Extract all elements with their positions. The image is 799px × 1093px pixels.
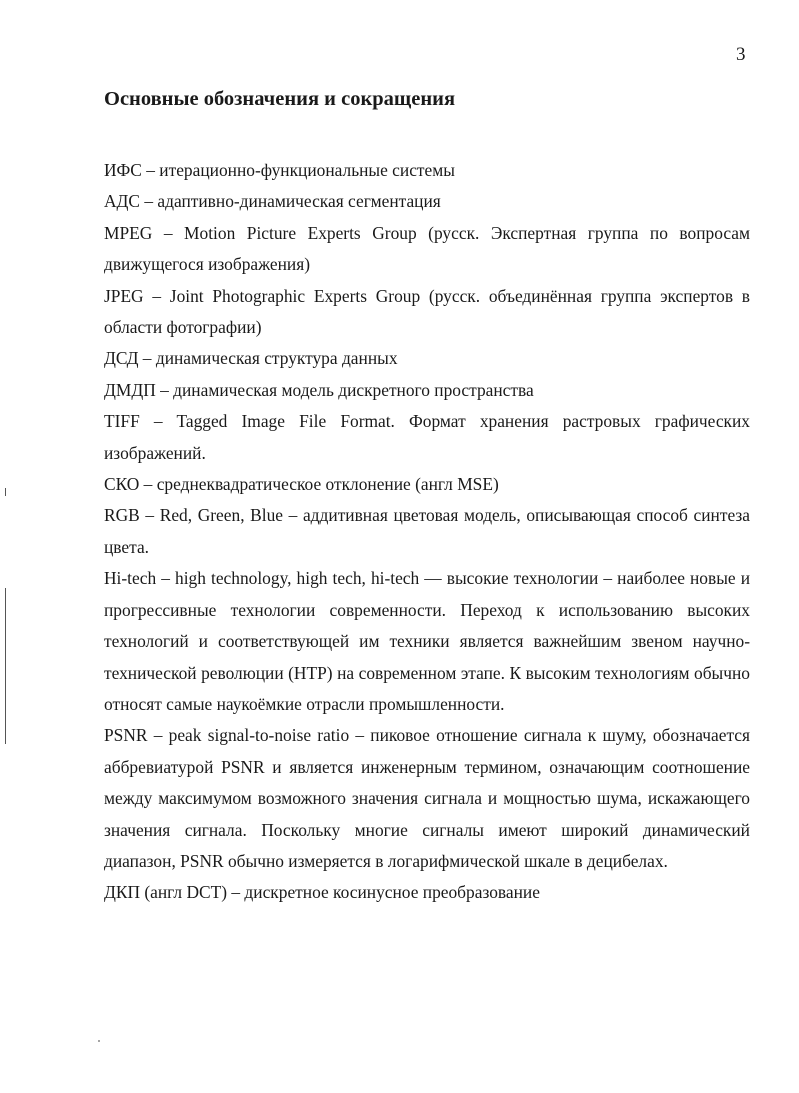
abbreviation-entry-jpeg: JPEG – Joint Photographic Experts Group (русск. объединённая группа экспертов в области фотографии) <box>104 285 750 338</box>
scan-speck <box>98 1040 100 1042</box>
abbreviation-entry-rgb: RGB – Red, Green, Blue – аддитивная цветовая модель, описывающая способ синтеза цвета. <box>104 505 750 557</box>
page-title: Основные обозначения и сокращения <box>104 88 456 110</box>
abbreviation-entry-dkp: ДКП (англ DCT) – дискретное косинусное преобразование <box>104 882 540 903</box>
abbreviation-entry-psnr: PSNR – peak signal-to-noise ratio – пиковое отношение сигнала к шуму, обозначается аббревиатурой PSNR и является инженерным термином, означающим соотношение между максимумом возможного значения сигнала и мощностью шума, искажающего значения сигнала. Поскольку многие сигналы имеют широкий динамический диапазон, PSNR обычно измеряется в логарифмической шкале в децибелах. <box>104 725 750 871</box>
abbreviation-entry-sko: СКО – среднеквадратическое отклонение (англ MSE) <box>104 474 499 495</box>
abbreviation-entry-ads: АДС – адаптивно-динамическая сегментация <box>104 191 441 212</box>
abbreviation-entry-tiff: TIFF – Tagged Image File Format. Формат хранения растровых графических изображений. <box>104 411 750 463</box>
abbreviation-list <box>104 155 750 909</box>
abbreviation-entry-mpeg: MPEG – Motion Picture Experts Group (русск. Экспертная группа по вопросам движущегося изображения) <box>104 222 750 275</box>
scan-margin-line <box>5 488 6 496</box>
scan-margin-line <box>5 588 6 744</box>
abbreviation-entry-ifs: ИФС – итерационно-функциональные системы <box>104 160 455 180</box>
abbreviation-entry-dsd: ДСД – динамическая структура данных <box>104 348 398 369</box>
abbreviation-entry-hi-tech: Hi-tech – high technology, high tech, hi-tech — высокие технологии – наиболее новые и прогрессивные технологии современности. Переход к использованию высоких технологий и соответствующей им техники является важнейшим звеном научно-технической революции (НТР) на современном этапе. К высоким технологиям обычно относят самые наукоёмкие отрасли промышленности. <box>104 568 750 714</box>
page-number: 3 <box>736 44 746 65</box>
abbreviation-entry-dmdp: ДМДП – динамическая модель дискретного пространства <box>104 379 534 400</box>
